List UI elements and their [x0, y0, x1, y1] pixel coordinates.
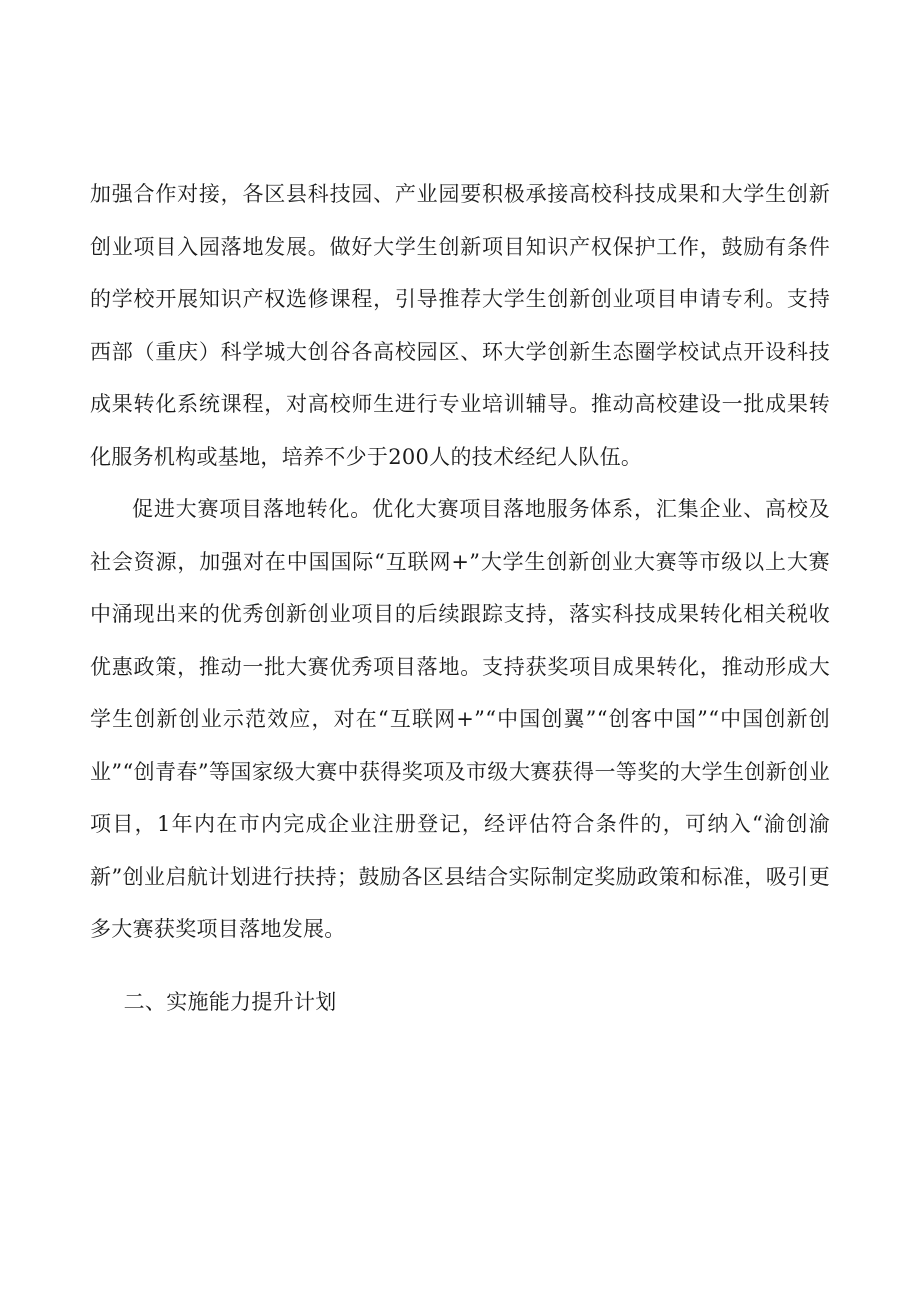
document-body [90, 168, 830, 1028]
section-heading: 二、实施能力提升计划 [123, 989, 337, 1014]
paragraph-competition-projects: 促进大赛项目落地转化。优化大赛项目落地服务体系，汇集企业、高校及社会资源，加强对在中国国际“互联网+”大学生创新创业大赛等市级以上大赛中涌现出来的优秀创新创业项目的后续跟踪支持，落实科技成果转化相关税收优惠政策，推动一批大赛优秀项目落地。支持获奖项目成果转化，推动形成大学生创新创业示范效应，对在“互联网+”“中国创翼”“创客中国”“中国创新创业”“创青春”等国家级大赛中获得奖项及市级大赛获得一等奖的大学生创新创业项目，1年内在市内完成企业注册登记，经评估符合条件的，可纳入“渝创渝新”创业启航计划进行扶持；鼓励各区县结合实际制定奖励政策和标准，吸引更多大赛获奖项目落地发展。 [90, 497, 830, 941]
paragraph-tech-transfer: 加强合作对接，各区县科技园、产业园要积极承接高校科技成果和大学生创新创业项目入园落地发展。做好大学生创新项目知识产权保护工作，鼓励有条件的学校开展知识产权选修课程，引导推荐大学生创新创业项目申请专利。支持西部（重庆）科学城大创谷各高校园区、环大学创新生态圈学校试点开设科技成果转化系统课程，对高校师生进行专业培训辅导。推动高校建设一批成果转化服务机构或基地，培养不少于200人的技术经纪人队伍。 [90, 182, 830, 469]
